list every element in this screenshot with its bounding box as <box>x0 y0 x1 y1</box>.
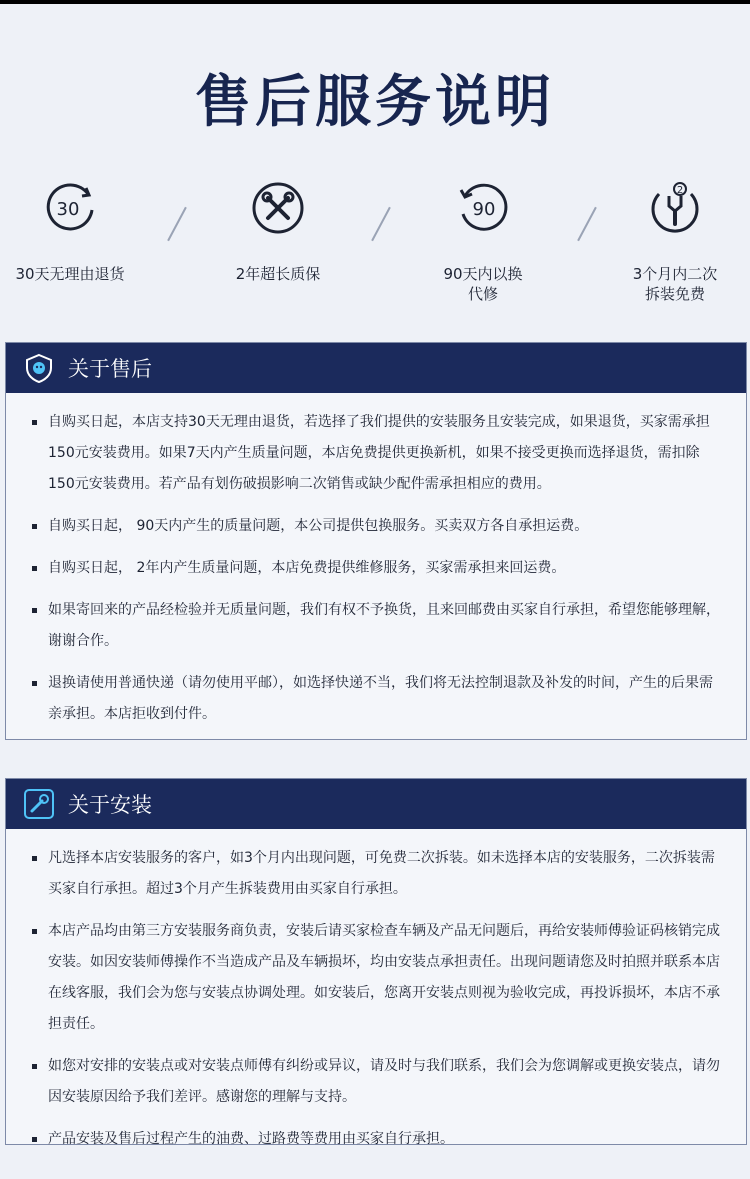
list-item: 退换请使用普通快递（请勿使用平邮），如选择快递不当，我们将无法控制退款及补发的时间，产生的后果需亲承担。本店拒收到付件。 <box>32 668 726 730</box>
section-header <box>6 343 746 393</box>
feature-label: 3个月内二次 拆装免费 <box>632 265 718 303</box>
feature-3-month-reinstall <box>600 180 750 304</box>
list-item: 产品安装及售后过程产生的油费、过路费等费用由买家自行承担。 <box>32 1124 726 1155</box>
after-sales-list <box>6 393 746 730</box>
feature-icon-text: 90 <box>472 199 496 220</box>
feature-label: 30天无理由退货 <box>15 265 125 283</box>
wrench-icon <box>24 789 54 819</box>
page-title: 售后服务说明 <box>195 70 555 135</box>
feature-30-day-return <box>0 180 145 284</box>
wrench-reinstall-icon <box>647 180 703 236</box>
list-item: 凡选择本店安装服务的客户，如3个月内出现问题，可免费二次拆装。如未选择本店的安装服务，二次拆装需买家自行承担。超过3个月产生拆装费用由买家自行承担。 <box>32 843 726 905</box>
feature-2-year-warranty <box>203 180 353 284</box>
list-item: 自购买日起，本店支持30天无理由退货，若选择了我们提供的安装服务且安装完成，如果退货，买家需承担150元安装费用。如果7天内产生质量问题，本店免费提供更换新机，如果不接受更换而选择退货，需扣除150元安装费用。若产品有划伤破损影响二次销售或缺少配件需承担相应的费用。 <box>32 407 726 500</box>
top-border <box>0 0 750 4</box>
shield-service-icon <box>24 353 54 383</box>
feature-90-day-exchange <box>408 180 558 304</box>
list-item: 如果寄回来的产品经检验并无质量问题，我们有权不予换货，且来回邮费由买家自行承担，希望您能够理解，谢谢合作。 <box>32 595 726 657</box>
list-item: 本店产品均由第三方安装服务商负责，安装后请买家检查车辆及产品无问题后，再给安装师傅验证码核销完成安装。如因安装师傅操作不当造成产品及车辆损坏，均由安装点承担责任。出现问题请您及时拍照并联系本店在线客服，我们会为您与安装点协调处理。如安装后，您离开安装点则视为验收完成，再投诉损坏，本店不承担责任。 <box>32 916 726 1040</box>
list-item: 自购买日起， 2年内产生质量问题，本店免费提供维修服务，买家需承担来回运费。 <box>32 553 726 584</box>
feature-icon-text: 2 <box>676 185 684 196</box>
90-days-exchange-icon <box>455 180 511 236</box>
feature-icon-text: 30 <box>56 199 80 220</box>
feature-label: 90天内以换 代修 <box>443 265 523 303</box>
service-features <box>0 180 750 320</box>
30-days-return-icon <box>42 180 98 236</box>
list-item: 自购买日起， 90天内产生的质量问题，本公司提供包换服务。买卖双方各自承担运费。 <box>32 511 726 542</box>
list-item: 如您对安排的安装点或对安装点师傅有纠纷或异议，请及时与我们联系，我们会为您调解或更换安装点，请勿因安装原因给予我们差评。感谢您的理解与支持。 <box>32 1051 726 1113</box>
section-header <box>6 779 746 829</box>
feature-label: 2年超长质保 <box>235 265 321 283</box>
section-title: 关于安装 <box>68 793 152 817</box>
after-sales-section <box>5 342 747 740</box>
installation-section <box>5 778 747 1145</box>
tools-icon <box>250 180 306 236</box>
section-title: 关于售后 <box>68 357 152 381</box>
installation-list <box>6 829 746 1155</box>
